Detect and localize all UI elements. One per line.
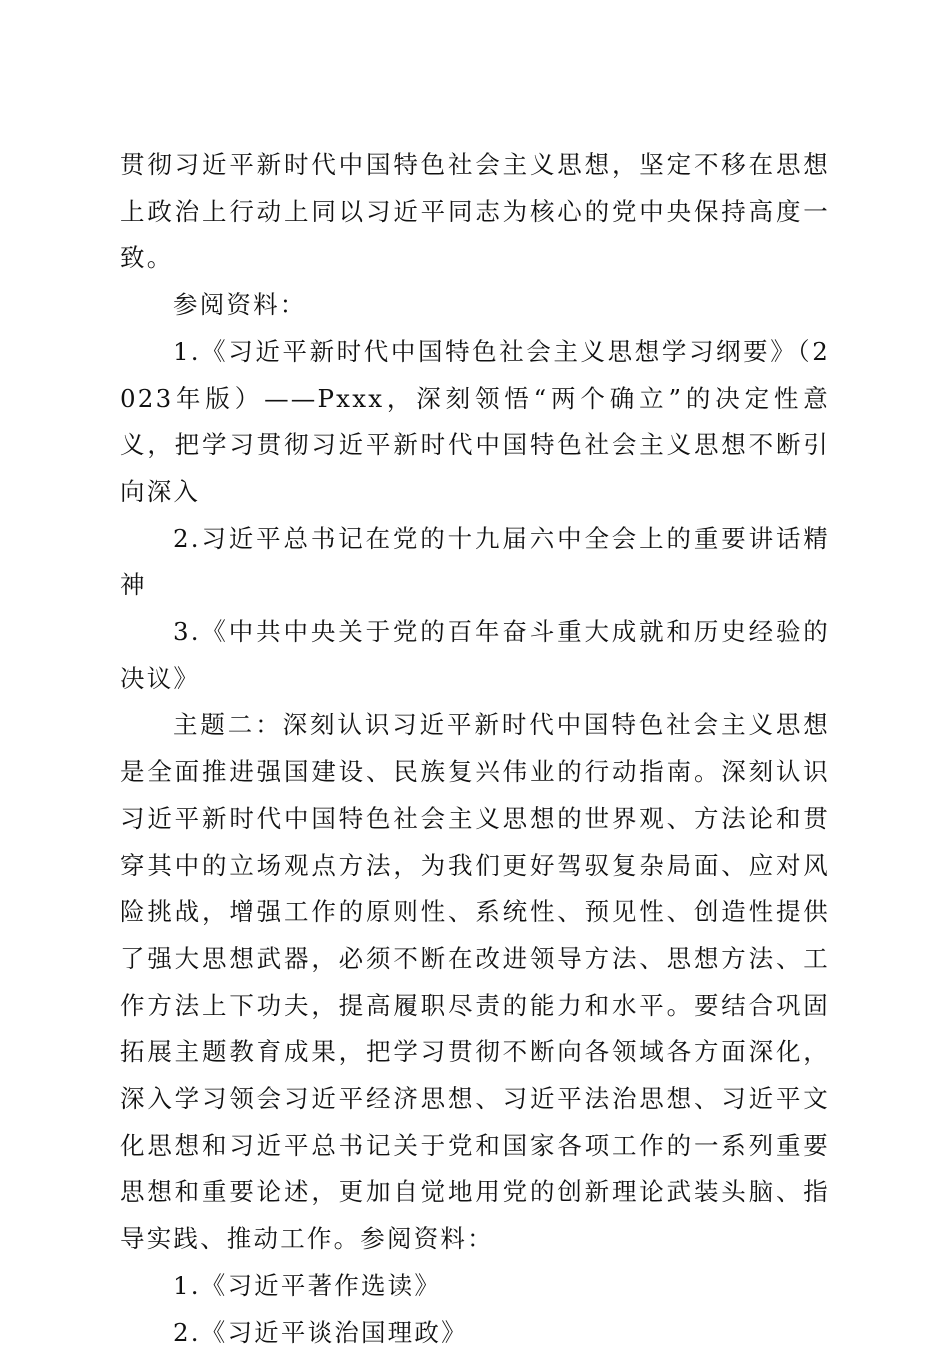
continuation-paragraph: 贯彻习近平新时代中国特色社会主义思想，坚定不移在思想上政治上行动上同以习近平同志为核心的党中央保持高度一致。 [120,150,830,273]
theme-two-paragraph: 主题二：深刻认识习近平新时代中国特色社会主义思想是全面推进强国建设、民族复兴伟业的行动指南。深刻认识习近平新时代中国特色社会主义思想的世界观、方法论和贯穿其中的立场观点方法，为我们更好驾驭复杂局面、应对风险挑战，增强工作的原则性、系统性、预见性、创造性提供了强大思想武器，必须不断在改进领导方法、思想方法、工作方法上下功夫，提高履职尽责的能力和水平。要结合巩固拓展主题教育成果，把学习贯彻不断向各领域各方面深化，深入学习领会习近平经济思想、习近平法治思想、习近平文化思想和习近平总书记关于党和国家各项工作的一系列重要思想和重要论述，更加自觉地用党的创新理论武装头脑、指导实践、推动工作。参阅资料： [120,710,830,1254]
reference-heading: 参阅资料： [173,290,307,320]
reference-item-2: 2.习近平总书记在党的十九届六中全会上的重要讲话精神 [120,523,830,600]
reference-item-1: 1.《习近平新时代中国特色社会主义思想学习纲要》（2023年版）——Pxxx，深刻领悟“两个确立”的决定性意义，把学习贯彻习近平新时代中国特色社会主义思想不断引向深入 [120,336,830,506]
reading-item-1: 1.《习近平著作选读》 [173,1270,442,1300]
reference-item-3: 3.《中共中央关于党的百年奋斗重大成就和历史经验的决议》 [120,617,830,693]
reading-item-2: 2.《习近平谈治国理政》 [173,1317,468,1347]
document-body [120,142,830,1356]
